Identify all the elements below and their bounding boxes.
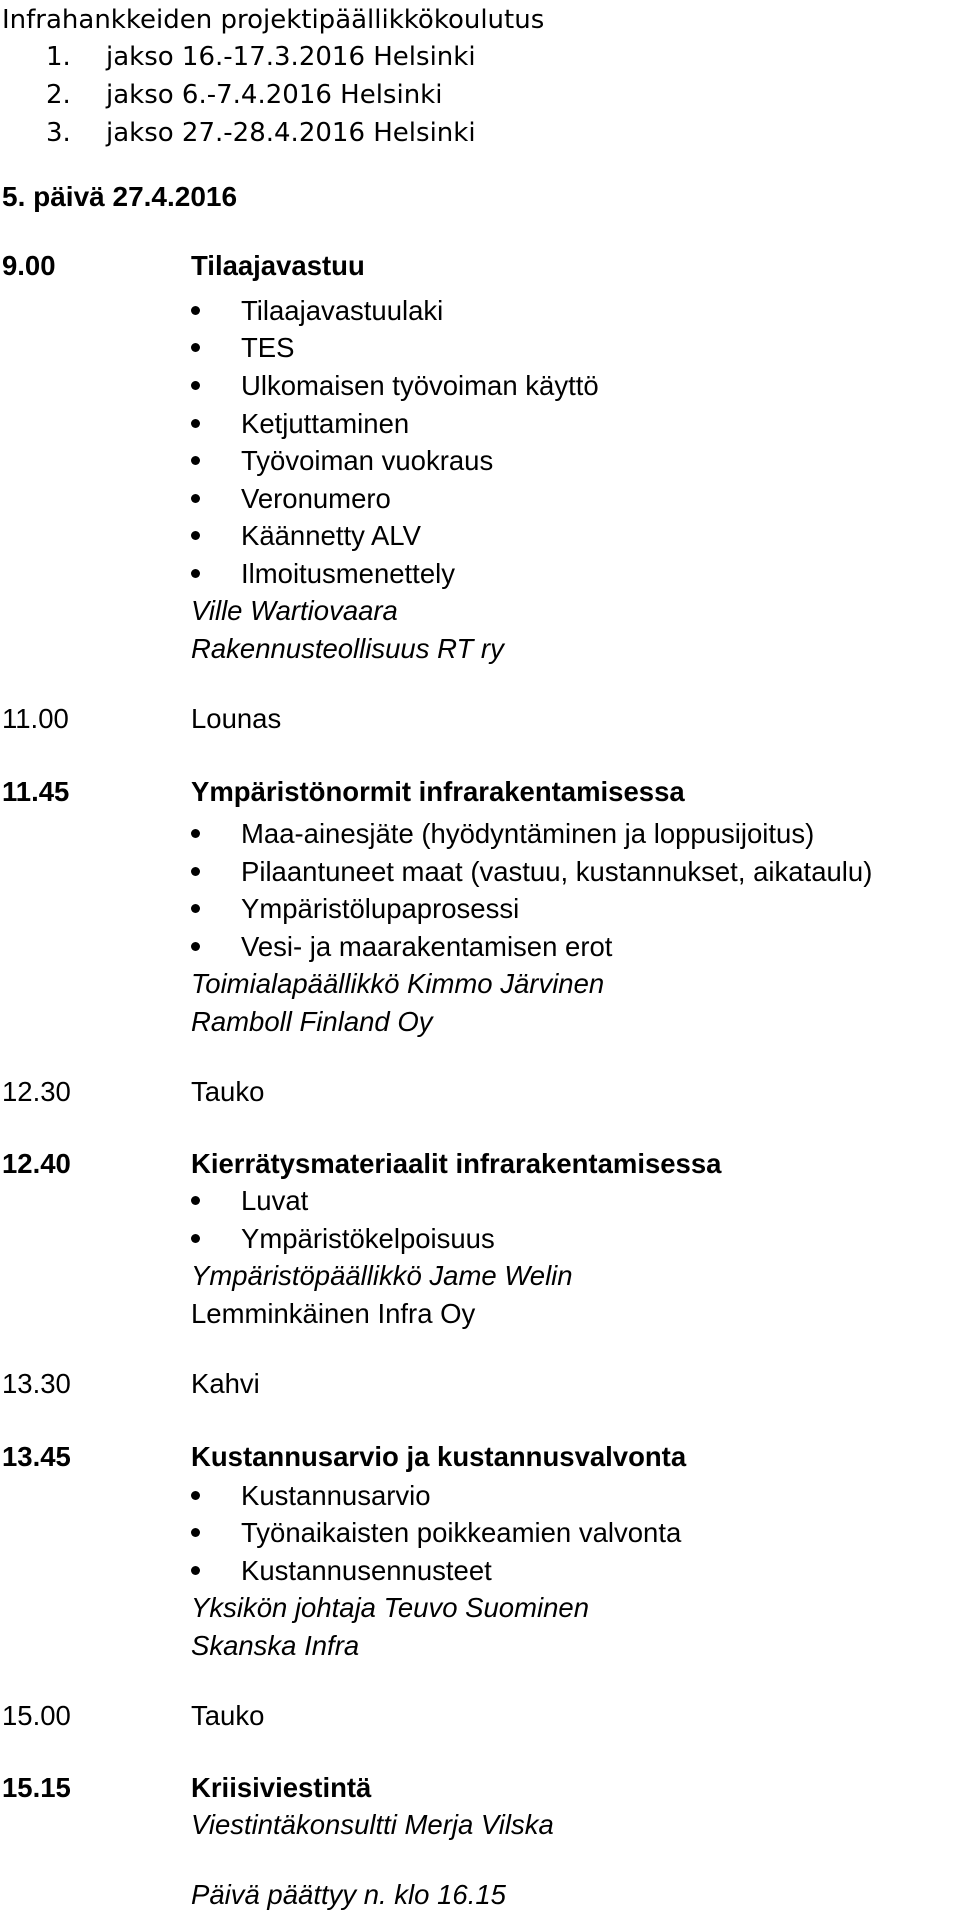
bullet-icon — [191, 456, 200, 465]
speaker-name: Viestintäkonsultti Merja Vilska — [191, 1809, 554, 1840]
topic-text: Maa-ainesjäte (hyödyntäminen ja loppusijoitus) — [241, 818, 815, 849]
bullet-icon — [191, 381, 200, 390]
session-time: 11.00 — [2, 703, 69, 734]
speaker-name: Ympäristöpäällikkö Jame Welin — [191, 1260, 573, 1291]
topic-text: Ketjuttaminen — [241, 408, 410, 439]
session-time: 11.45 — [2, 776, 70, 807]
topic-text: Ulkomaisen työvoiman käyttö — [241, 370, 599, 401]
session-title: Tauko — [191, 1700, 265, 1731]
speaker-organization: Skanska Infra — [191, 1630, 360, 1661]
session-time: 15.15 — [2, 1772, 71, 1803]
bullet-icon — [191, 531, 200, 540]
bullet-icon — [191, 569, 200, 578]
bullet-icon — [191, 419, 200, 428]
topic-text: Kustannusarvio — [241, 1480, 431, 1511]
session-time: 13.45 — [2, 1441, 71, 1472]
bullet-icon — [191, 904, 200, 913]
speaker-organization: Rakennusteollisuus RT ry — [191, 633, 504, 664]
topic-text: Veronumero — [241, 483, 391, 514]
session-time: 9.00 — [2, 250, 56, 281]
period-number: 2. — [46, 80, 71, 110]
bullet-icon — [191, 867, 200, 876]
bullet-icon — [191, 343, 200, 352]
bullet-icon — [191, 306, 200, 315]
period-text: jakso 16.-17.3.2016 Helsinki — [106, 42, 476, 72]
speaker-organization: Lemminkäinen Infra Oy — [191, 1298, 476, 1329]
topic-text: Ympäristökelpoisuus — [241, 1223, 495, 1254]
session-title: Ympäristönormit infrarakentamisessa — [191, 776, 685, 807]
bullet-icon — [191, 1234, 200, 1243]
course-title: Infrahankkeiden projektipäällikkökoulutus — [2, 5, 545, 35]
session-title: Lounas — [191, 703, 282, 734]
topic-text: Pilaantuneet maat (vastuu, kustannukset, aikataulu) — [241, 856, 873, 887]
speaker-name: Yksikön johtaja Teuvo Suominen — [191, 1592, 589, 1623]
session-time: 13.30 — [2, 1368, 71, 1399]
session-title: Kriisiviestintä — [191, 1772, 372, 1803]
speaker-name: Toimialapäällikkö Kimmo Järvinen — [191, 968, 605, 999]
period-number: 3. — [46, 118, 71, 148]
speaker-organization: Ramboll Finland Oy — [191, 1006, 433, 1037]
bullet-icon — [191, 1196, 200, 1205]
day-end-note: Päivä päättyy n. klo 16.15 — [191, 1879, 506, 1910]
topic-text: Ympäristölupaprosessi — [241, 893, 520, 924]
bullet-icon — [191, 1528, 200, 1537]
session-title: Kustannusarvio ja kustannusvalvonta — [191, 1441, 687, 1472]
topic-text: Ilmoitusmenettely — [241, 558, 455, 589]
bullet-icon — [191, 494, 200, 503]
session-title: Kierrätysmateriaalit infrarakentamisessa — [191, 1148, 722, 1179]
bullet-icon — [191, 829, 200, 838]
speaker-name: Ville Wartiovaara — [191, 595, 398, 626]
period-number: 1. — [46, 42, 71, 72]
day-title: 5. päivä 27.4.2016 — [2, 181, 238, 212]
topic-text: Vesi- ja maarakentamisen erot — [241, 931, 613, 962]
bullet-icon — [191, 1566, 200, 1575]
period-item — [46, 116, 476, 150]
bullet-icon — [191, 1491, 200, 1500]
period-text: jakso 27.-28.4.2016 Helsinki — [106, 118, 476, 148]
topic-text: Työvoiman vuokraus — [241, 445, 494, 476]
session-time: 12.30 — [2, 1076, 71, 1107]
session-time: 12.40 — [2, 1148, 71, 1179]
topic-text: Käännetty ALV — [241, 520, 421, 551]
period-item — [46, 78, 442, 112]
session-title: Kahvi — [191, 1368, 260, 1399]
period-text: jakso 6.-7.4.2016 Helsinki — [106, 80, 443, 110]
topic-text: Luvat — [241, 1185, 309, 1216]
session-time: 15.00 — [2, 1700, 71, 1731]
session-title: Tauko — [191, 1076, 265, 1107]
period-item — [46, 40, 476, 74]
session-title: Tilaajavastuu — [191, 250, 365, 281]
topic-text: TES — [241, 332, 295, 363]
topic-text: Tilaajavastuulaki — [241, 295, 444, 326]
topic-text: Kustannusennusteet — [241, 1555, 492, 1586]
topic-text: Työnaikaisten poikkeamien valvonta — [241, 1517, 682, 1548]
bullet-icon — [191, 942, 200, 951]
